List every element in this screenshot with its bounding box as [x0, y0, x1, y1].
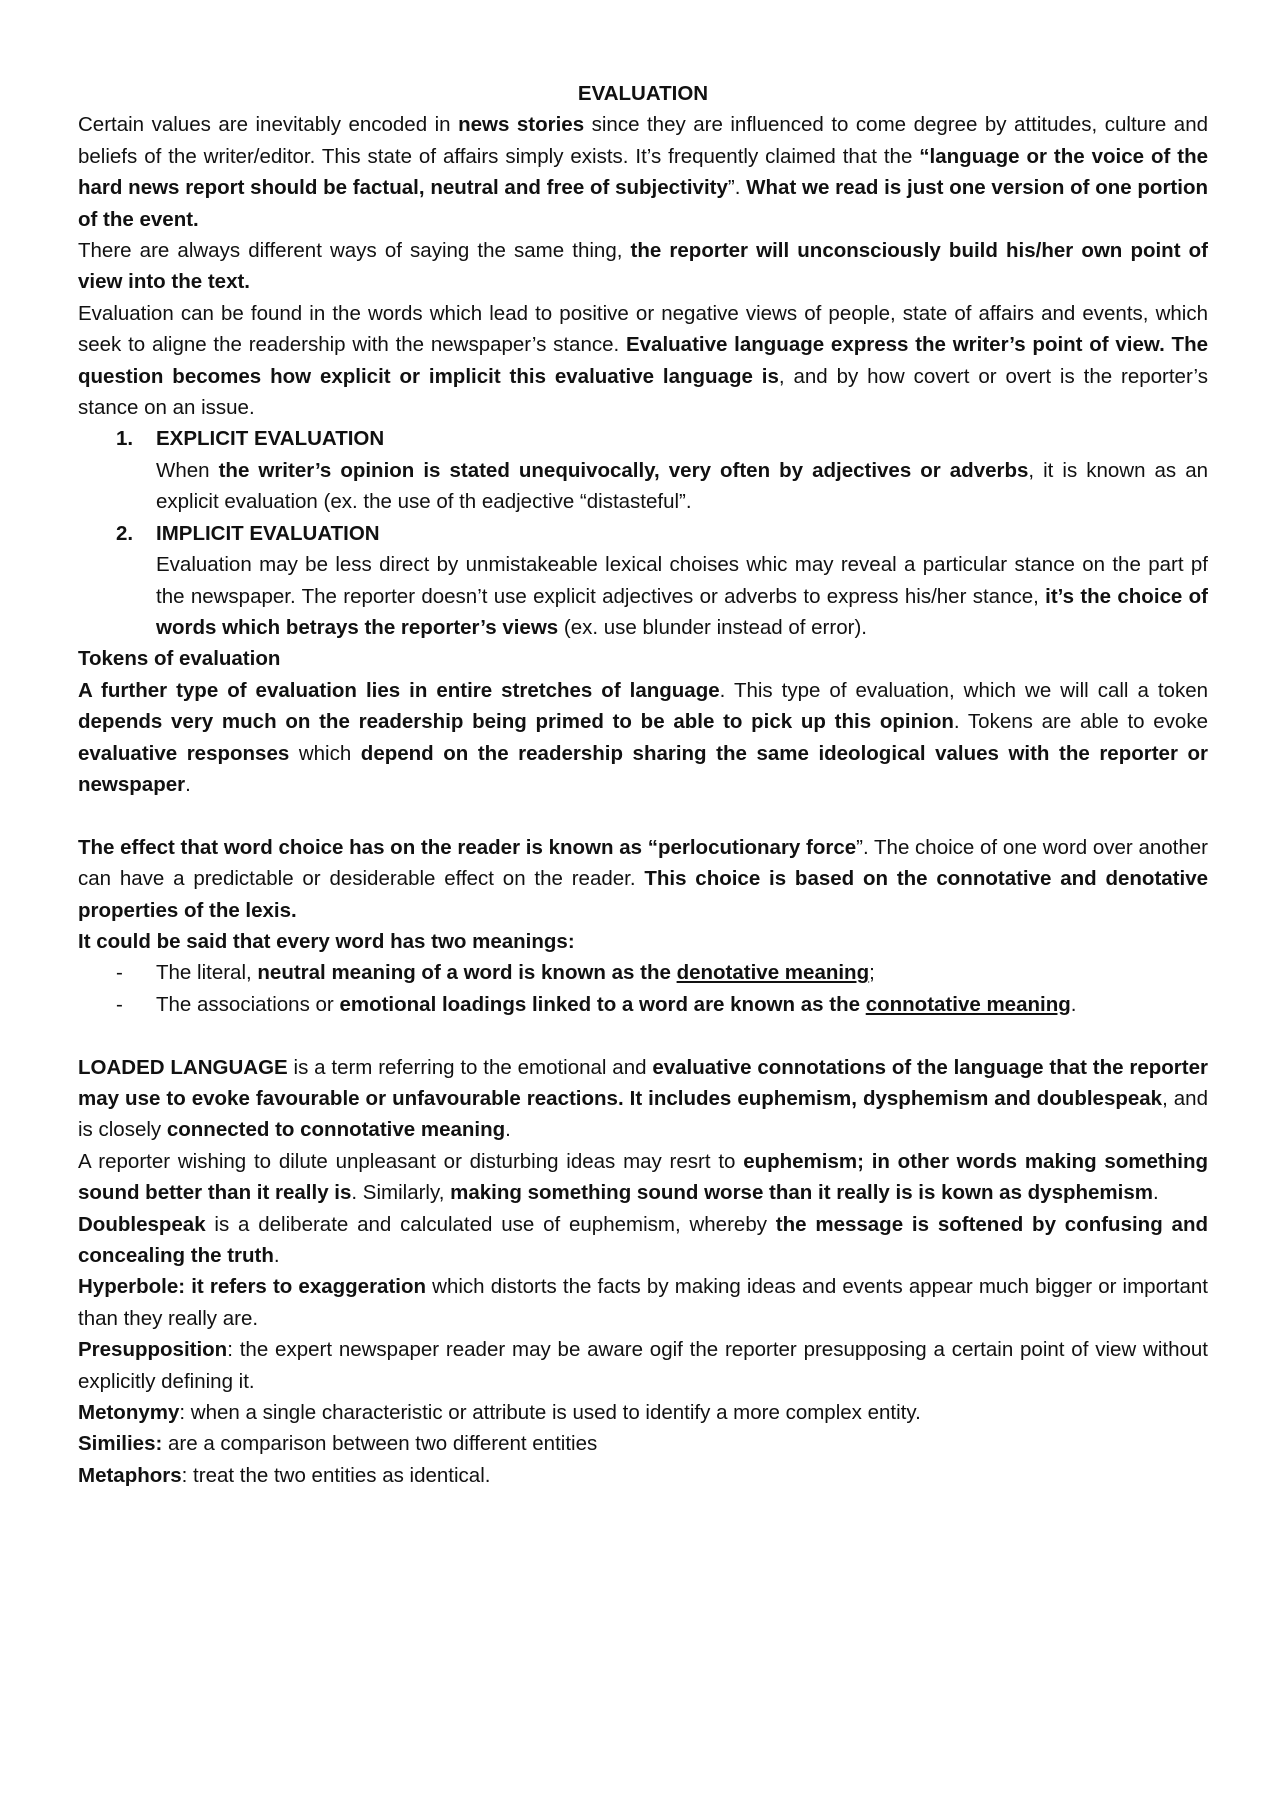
bold-text: The effect that word choice has on the reader is known as “perlocutionary force: [78, 835, 857, 859]
bold-text: What we read is just one version of one portion of the event.: [78, 176, 1208, 231]
dash-marker: -: [116, 992, 123, 1016]
paragraph-metaphors: [78, 1460, 1208, 1491]
text: ”.: [727, 176, 747, 200]
bold-text: depends very much on the readership being primed to be able to pick up this opinion: [78, 710, 954, 734]
meanings-intro: [78, 926, 1208, 957]
dash-item-denotative: [78, 957, 1208, 988]
paragraph-evaluation: [78, 298, 1208, 424]
paragraph-intro: [78, 109, 1208, 235]
bold-text: depend on the readership sharing the same ideological values with the reporter or newspaper: [78, 741, 1208, 796]
text: There are always different ways of saying the same thing,: [78, 239, 631, 263]
paragraph-presupposition: [78, 1334, 1208, 1397]
bold-text: the message is softened by confusing and concealing the truth: [78, 1212, 1208, 1267]
bold-text: neutral meaning of a word is known as the: [257, 961, 677, 985]
text: since they are influenced to come degree by attitudes, culture and beliefs of the writer/editor. This state of affairs simply exists. It’s frequently claimed that the: [78, 113, 1208, 168]
text: is a term referring to the emotional and: [287, 1055, 653, 1079]
bold-text: This choice is based on the connotative and denotative properties of the lexis.: [78, 867, 1209, 922]
bold-text: Tokens of evaluation: [78, 647, 281, 671]
paragraph-similies: [78, 1428, 1208, 1459]
text: Certain values are inevitably encoded in: [78, 113, 459, 137]
list-heading: EXPLICIT EVALUATION: [156, 427, 385, 451]
text: When: [156, 458, 219, 482]
blank-line: [78, 1020, 1208, 1051]
list-item-implicit: [78, 518, 1208, 644]
text: ;: [869, 961, 875, 985]
text: . This type of evaluation, which we will call a token: [719, 678, 1208, 702]
dash-marker: -: [116, 961, 123, 985]
paragraph-doublespeak: [78, 1209, 1208, 1272]
paragraph-hyperbole: [78, 1271, 1208, 1334]
text: , and is closely: [78, 1086, 1208, 1142]
bold-text: A further type of evaluation lies in entire stretches of language: [78, 678, 720, 702]
text: .: [273, 1244, 280, 1267]
paragraph-loaded-language: [78, 1052, 1208, 1146]
bold-text: evaluative responses: [78, 741, 290, 765]
bold-text: the writer’s opinion is stated unequivocally, very often by adjectives or adverbs: [218, 458, 1029, 482]
text: are a comparison between two different entities: [162, 1432, 598, 1456]
text: .: [1153, 1181, 1159, 1205]
text: (ex. use blunder instead of error).: [558, 615, 867, 639]
text: ”. The choice of one word over another can have a predictable or desiderable effect on the reader.: [78, 835, 1208, 891]
underlined-term: connotative meaning: [865, 992, 1071, 1016]
text: .: [1070, 992, 1077, 1016]
document-page: [78, 78, 1208, 1491]
blank-line: [78, 800, 1208, 831]
bold-text: LOADED LANGUAGE: [78, 1055, 288, 1079]
text: , and by how covert or overt is the reporter’s stance on an issue.: [78, 364, 1208, 420]
section-heading-tokens: [78, 643, 1208, 674]
bold-text: Doublespeak: [78, 1212, 206, 1236]
text: : treat the two entities as identical.: [181, 1463, 491, 1487]
underlined-term: denotative meaning: [676, 961, 870, 985]
bold-text: connected to connotative meaning: [166, 1118, 506, 1142]
text: : the expert newspaper reader may be aware ogif the reporter presupposing a certain point of view without explicitly defining it.: [78, 1338, 1208, 1393]
bold-text: Hyperbole: it refers to exaggeration: [78, 1275, 427, 1299]
bold-text: Metaphors: [78, 1463, 182, 1487]
bold-text: Presupposition: [78, 1338, 228, 1362]
text: which: [289, 741, 361, 765]
list-item-explicit: [78, 423, 1208, 517]
paragraph-ways: [78, 235, 1208, 298]
text: Evaluation may be less direct by unmistakeable lexical choises whic may reveal a particular stance on the part pf the newspaper. The reporter doesn’t use explicit adjectives or adverbs to express his/her stance,: [156, 553, 1208, 608]
list-number: 2.: [116, 521, 134, 545]
document-title: EVALUATION: [577, 82, 709, 105]
text: which distorts the facts by making ideas and events appear much bigger or important than they really are.: [78, 1275, 1208, 1330]
text: . Similarly,: [351, 1181, 451, 1205]
text: : when a single characteristic or attribute is used to identify a more complex entity.: [179, 1401, 921, 1425]
paragraph-tokens: [78, 675, 1208, 801]
list-heading: IMPLICIT EVALUATION: [156, 521, 380, 545]
text: .: [505, 1118, 511, 1142]
bold-text: news stories: [458, 113, 585, 137]
bold-text: emotional loadings linked to a word are known as the: [339, 992, 866, 1016]
text: , it is known as an explicit evaluation (ex. the use of th eadjective “distasteful”.: [156, 458, 1209, 514]
text: Evaluation can be found in the words which lead to positive or negative views of people, state of affairs and events, which seek to aligne the readership with the newspaper’s stance.: [78, 301, 1208, 357]
text: The associations or: [156, 992, 340, 1016]
list-number: 1.: [116, 427, 134, 451]
bold-text: euphemism; in other words making something sound better than it really is: [78, 1149, 1208, 1205]
text: A reporter wishing to dilute unpleasant or disturbing ideas may resrt to: [78, 1149, 744, 1173]
text: .: [185, 772, 191, 796]
paragraph-euphemism: [78, 1146, 1208, 1209]
dash-item-connotative: [78, 989, 1208, 1020]
bold-text: the reporter will unconsciously build his/her own point of view into the text.: [78, 239, 1208, 294]
text: is a deliberate and calculated use of euphemism, whereby: [205, 1212, 776, 1236]
bold-text: evaluative connotations of the language that the reporter may use to evoke favourable or unfavourable reactions. It includes euphemism, dysphemism and doublespeak: [78, 1055, 1208, 1110]
text: . Tokens are able to evoke: [953, 710, 1208, 734]
bold-text: Metonymy: [78, 1401, 180, 1425]
paragraph-metonymy: [78, 1397, 1208, 1428]
bold-text: making something sound worse than it really is is kown as dysphemism: [450, 1181, 1153, 1205]
bold-text: Evaluative language express the writer’s point of view. The question becomes how explicit or implicit this evaluative language is: [78, 333, 1208, 388]
bold-text: it’s the choice of words which betrays the reporter’s views: [156, 584, 1208, 639]
paragraph-perlocutionary: [78, 832, 1208, 926]
text: The literal,: [156, 961, 258, 985]
bold-text: “language or the voice of the hard news report should be factual, neutral and free of subjectivity: [78, 144, 1208, 200]
bold-text: It could be said that every word has two meanings:: [78, 929, 575, 953]
bold-text: Similies:: [78, 1432, 163, 1456]
